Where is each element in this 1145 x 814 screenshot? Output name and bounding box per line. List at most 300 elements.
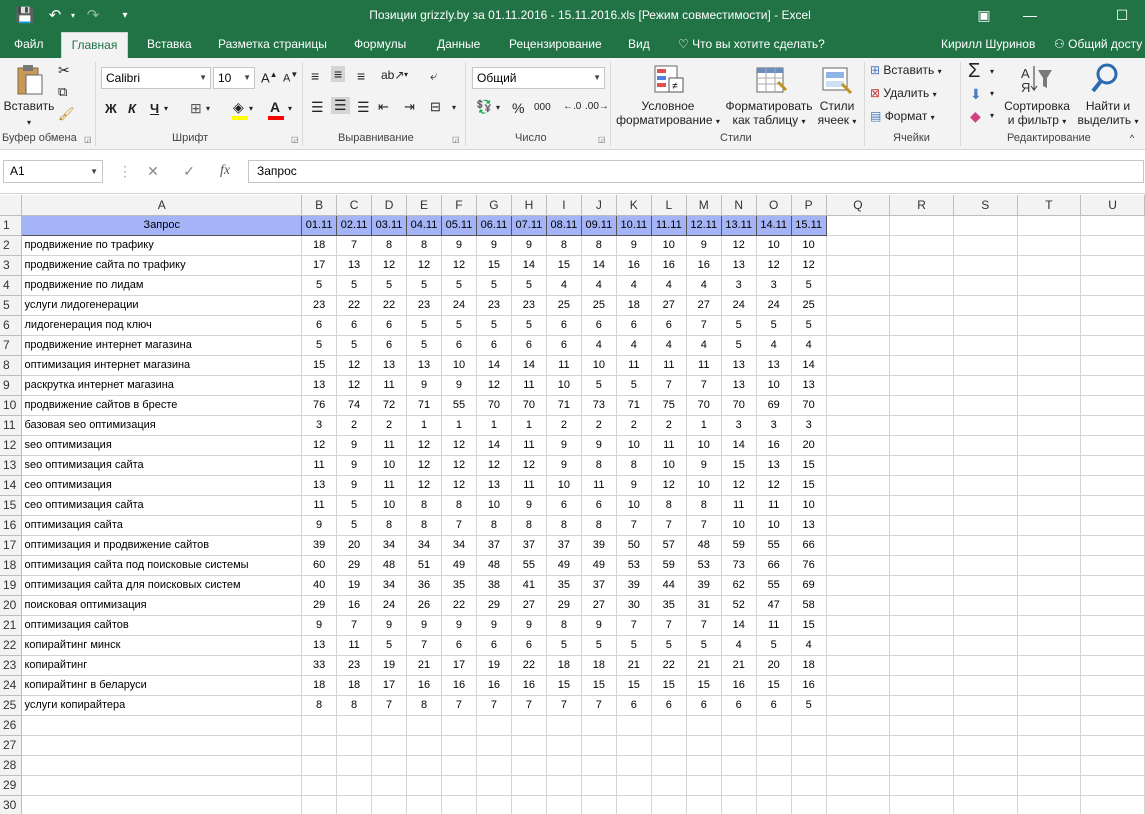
cell[interactable]: 5 <box>756 315 791 335</box>
cell[interactable]: 8 <box>372 235 407 255</box>
format-painter-icon[interactable]: 🖌 <box>58 106 75 121</box>
cell[interactable] <box>337 795 372 814</box>
autosum-dropdown-icon[interactable]: ▾ <box>990 67 995 76</box>
column-header-n[interactable]: N <box>721 195 756 215</box>
cell[interactable]: 27 <box>581 595 616 615</box>
cell[interactable]: 25 <box>581 295 616 315</box>
cell[interactable] <box>890 335 954 355</box>
row-header[interactable]: 24 <box>0 675 22 695</box>
cell[interactable]: 57 <box>651 535 686 555</box>
cell[interactable]: 48 <box>372 555 407 575</box>
cell[interactable]: 27 <box>686 295 721 315</box>
cell[interactable]: 29 <box>302 595 337 615</box>
column-header-d[interactable]: D <box>372 195 407 215</box>
cell[interactable] <box>890 555 954 575</box>
cell[interactable] <box>953 675 1017 695</box>
cell[interactable] <box>511 755 546 775</box>
cell[interactable]: 8 <box>407 495 442 515</box>
cell[interactable] <box>890 715 954 735</box>
cell[interactable]: 18 <box>337 675 372 695</box>
cell[interactable] <box>686 755 721 775</box>
cell[interactable] <box>826 435 890 455</box>
cell[interactable]: 6 <box>616 315 651 335</box>
cell[interactable] <box>1017 735 1081 755</box>
cell[interactable]: 27 <box>651 295 686 315</box>
cell[interactable]: 12 <box>721 475 756 495</box>
cell[interactable]: 14 <box>511 255 546 275</box>
cell[interactable]: 5 <box>756 635 791 655</box>
cell[interactable] <box>953 735 1017 755</box>
cell[interactable] <box>953 475 1017 495</box>
cell[interactable]: 13 <box>756 455 791 475</box>
cell[interactable]: 20 <box>337 535 372 555</box>
cell[interactable] <box>441 715 476 735</box>
cell[interactable] <box>953 415 1017 435</box>
customize-quick-access-icon[interactable]: ▾ <box>122 10 128 21</box>
number-format-select[interactable] <box>472 67 605 89</box>
cell[interactable]: 29 <box>476 595 511 615</box>
cell[interactable]: 10 <box>686 435 721 455</box>
cell[interactable]: 29 <box>337 555 372 575</box>
cell[interactable]: услуги копирайтера <box>22 695 302 715</box>
cell[interactable]: 37 <box>511 535 546 555</box>
cell[interactable] <box>953 695 1017 715</box>
cell[interactable]: 11 <box>651 435 686 455</box>
cell[interactable]: 18 <box>302 235 337 255</box>
cell[interactable]: 7 <box>686 315 721 335</box>
cell[interactable] <box>22 735 302 755</box>
cell[interactable]: 10 <box>756 515 791 535</box>
cell[interactable] <box>826 475 890 495</box>
cell[interactable]: 9 <box>546 435 581 455</box>
cell[interactable] <box>1081 415 1145 435</box>
cell[interactable]: продвижение по лидам <box>22 275 302 295</box>
cell[interactable] <box>791 795 826 814</box>
cell[interactable]: 6 <box>616 695 651 715</box>
cell[interactable]: 13 <box>756 355 791 375</box>
cell[interactable]: 16 <box>511 675 546 695</box>
cell[interactable]: 1 <box>511 415 546 435</box>
cell[interactable]: 5 <box>616 375 651 395</box>
cell[interactable]: 36 <box>407 575 442 595</box>
cell[interactable]: 41 <box>511 575 546 595</box>
cell[interactable] <box>890 435 954 455</box>
cell[interactable]: оптимизация сайтов <box>22 615 302 635</box>
cell[interactable]: 14 <box>476 435 511 455</box>
cell[interactable]: 07.11 <box>511 215 546 235</box>
cell[interactable] <box>953 635 1017 655</box>
cell[interactable]: 8 <box>441 495 476 515</box>
cell[interactable]: 19 <box>337 575 372 595</box>
cell[interactable]: 12 <box>407 435 442 455</box>
cell[interactable]: сео оптимизация <box>22 475 302 495</box>
cell[interactable]: 12 <box>302 435 337 455</box>
cell[interactable] <box>1081 495 1145 515</box>
cell[interactable]: 6 <box>441 335 476 355</box>
cell[interactable] <box>546 755 581 775</box>
row-header[interactable]: 29 <box>0 775 22 795</box>
cell[interactable]: 7 <box>651 615 686 635</box>
cell[interactable]: 8 <box>581 515 616 535</box>
bold-button[interactable]: Ж <box>105 101 117 116</box>
cell[interactable]: 8 <box>407 235 442 255</box>
cell[interactable]: копирайтинг в беларуси <box>22 675 302 695</box>
cell[interactable]: 16 <box>686 255 721 275</box>
cell[interactable]: 30 <box>616 595 651 615</box>
cell[interactable]: 2 <box>337 415 372 435</box>
cell[interactable]: 71 <box>407 395 442 415</box>
cell[interactable]: 6 <box>511 635 546 655</box>
cell[interactable] <box>1081 715 1145 735</box>
conditional-formatting-button[interactable] <box>613 99 723 129</box>
cell[interactable] <box>953 495 1017 515</box>
cell[interactable] <box>1017 375 1081 395</box>
cell[interactable]: 13 <box>372 355 407 375</box>
cell[interactable]: 69 <box>791 575 826 595</box>
cell[interactable]: 22 <box>441 595 476 615</box>
cell[interactable] <box>826 755 890 775</box>
align-middle-icon[interactable]: ≡ <box>331 66 345 82</box>
cell[interactable]: 7 <box>337 615 372 635</box>
format-as-table-button[interactable] <box>721 99 817 129</box>
cell[interactable]: 15 <box>791 475 826 495</box>
row-header[interactable]: 13 <box>0 455 22 475</box>
cell[interactable]: 39 <box>581 535 616 555</box>
cell[interactable] <box>1081 335 1145 355</box>
maximize-button[interactable]: ☐ <box>1115 7 1129 23</box>
cell[interactable] <box>581 795 616 814</box>
cell[interactable] <box>791 775 826 795</box>
cell[interactable] <box>890 215 954 235</box>
cell[interactable]: 5 <box>721 335 756 355</box>
column-header-m[interactable]: M <box>686 195 721 215</box>
cell[interactable]: 12 <box>407 255 442 275</box>
cell[interactable]: 55 <box>756 575 791 595</box>
cell[interactable]: 9 <box>616 475 651 495</box>
cell[interactable] <box>476 795 511 814</box>
cell[interactable]: 3 <box>756 275 791 295</box>
cell[interactable]: 6 <box>476 635 511 655</box>
cell[interactable] <box>890 395 954 415</box>
cell[interactable] <box>890 355 954 375</box>
cell[interactable] <box>1017 395 1081 415</box>
row-header[interactable]: 12 <box>0 435 22 455</box>
cell[interactable]: 22 <box>372 295 407 315</box>
cell[interactable]: 48 <box>476 555 511 575</box>
font-name-select[interactable] <box>101 67 211 89</box>
cell[interactable] <box>953 655 1017 675</box>
cell[interactable] <box>826 575 890 595</box>
cell[interactable]: 8 <box>337 695 372 715</box>
cell[interactable]: 22 <box>511 655 546 675</box>
cell[interactable] <box>826 615 890 635</box>
currency-dropdown-icon[interactable]: ▾ <box>496 103 501 112</box>
tab-review[interactable]: Рецензирование <box>509 37 602 51</box>
cell[interactable] <box>953 755 1017 775</box>
cell[interactable] <box>1017 415 1081 435</box>
cell[interactable] <box>1017 555 1081 575</box>
cell[interactable] <box>890 615 954 635</box>
cell[interactable] <box>953 295 1017 315</box>
cell[interactable] <box>953 275 1017 295</box>
cell[interactable] <box>826 795 890 814</box>
merge-dropdown-icon[interactable]: ▾ <box>452 103 457 112</box>
cell[interactable]: 4 <box>791 335 826 355</box>
cell[interactable] <box>890 515 954 535</box>
cell[interactable]: 5 <box>407 335 442 355</box>
cell[interactable]: 44 <box>651 575 686 595</box>
cell[interactable]: 11 <box>302 455 337 475</box>
thousands-separator-button[interactable]: 000 <box>534 102 551 113</box>
align-top-icon[interactable]: ≡ <box>311 68 320 84</box>
cell[interactable] <box>826 775 890 795</box>
cell[interactable]: 11 <box>616 355 651 375</box>
cell[interactable] <box>1081 595 1145 615</box>
format-cells-button[interactable] <box>870 109 935 123</box>
cell[interactable]: 12 <box>476 455 511 475</box>
orientation-dropdown-icon[interactable]: ▾ <box>404 70 409 79</box>
cell[interactable] <box>441 775 476 795</box>
cell[interactable] <box>476 755 511 775</box>
cell[interactable] <box>826 215 890 235</box>
enter-icon[interactable]: ✓ <box>183 163 195 179</box>
cell[interactable]: 71 <box>616 395 651 415</box>
cell[interactable]: 19 <box>372 655 407 675</box>
cell[interactable] <box>1017 795 1081 814</box>
cell[interactable] <box>302 735 337 755</box>
cell[interactable]: 18 <box>616 295 651 315</box>
cell[interactable]: 5 <box>791 275 826 295</box>
row-header[interactable]: 3 <box>0 255 22 275</box>
cell[interactable]: 9 <box>407 375 442 395</box>
cell[interactable]: 7 <box>616 615 651 635</box>
row-header[interactable]: 4 <box>0 275 22 295</box>
cell[interactable]: 16 <box>476 675 511 695</box>
cell[interactable]: 20 <box>756 655 791 675</box>
row-header[interactable]: 28 <box>0 755 22 775</box>
cell[interactable] <box>1081 535 1145 555</box>
cell[interactable]: 12 <box>407 475 442 495</box>
tab-home[interactable]: Главная <box>61 32 128 58</box>
cell[interactable]: 9 <box>441 615 476 635</box>
cell[interactable]: 9 <box>581 615 616 635</box>
cell[interactable] <box>890 635 954 655</box>
cell[interactable]: 38 <box>476 575 511 595</box>
cell[interactable]: 21 <box>721 655 756 675</box>
cell[interactable]: 5 <box>476 275 511 295</box>
cell[interactable]: 15 <box>791 615 826 635</box>
format-as-table-icon[interactable] <box>754 62 788 96</box>
cell[interactable]: 02.11 <box>337 215 372 235</box>
cell[interactable]: оптимизация сайта для поисковых систем <box>22 575 302 595</box>
column-header-o[interactable]: O <box>756 195 791 215</box>
cell[interactable]: 10 <box>441 355 476 375</box>
cell[interactable]: 7 <box>372 695 407 715</box>
paste-button[interactable]: Вставить <box>3 99 55 113</box>
cell[interactable] <box>1017 495 1081 515</box>
cell[interactable] <box>1017 595 1081 615</box>
cell[interactable] <box>372 775 407 795</box>
cell[interactable]: 7 <box>476 695 511 715</box>
cell[interactable]: 15.11 <box>791 215 826 235</box>
cell[interactable]: 49 <box>581 555 616 575</box>
cell[interactable] <box>476 735 511 755</box>
cell[interactable] <box>581 715 616 735</box>
cell[interactable] <box>1081 295 1145 315</box>
cell[interactable] <box>826 675 890 695</box>
cell[interactable] <box>1081 235 1145 255</box>
column-header-e[interactable]: E <box>407 195 442 215</box>
cell[interactable]: 7 <box>337 235 372 255</box>
cell[interactable] <box>890 495 954 515</box>
cell[interactable]: 8 <box>511 515 546 535</box>
cell[interactable]: 8 <box>686 495 721 515</box>
cell[interactable]: 15 <box>302 355 337 375</box>
cell[interactable]: 10 <box>476 495 511 515</box>
cell[interactable] <box>1081 275 1145 295</box>
cell[interactable]: 9 <box>337 435 372 455</box>
cell[interactable]: 5 <box>372 275 407 295</box>
ribbon-display-options-icon[interactable]: ▣ <box>977 7 991 23</box>
cell[interactable] <box>1081 695 1145 715</box>
cell[interactable]: 37 <box>581 575 616 595</box>
cell[interactable]: 2 <box>372 415 407 435</box>
cell[interactable] <box>337 715 372 735</box>
cell[interactable]: 22 <box>651 655 686 675</box>
cell[interactable]: 5 <box>651 635 686 655</box>
cell[interactable]: 03.11 <box>372 215 407 235</box>
cell[interactable]: 5 <box>546 635 581 655</box>
cell[interactable] <box>546 715 581 735</box>
cell[interactable]: 9 <box>476 235 511 255</box>
cell[interactable]: 9 <box>476 615 511 635</box>
cell[interactable] <box>721 775 756 795</box>
cell[interactable] <box>616 795 651 814</box>
cell[interactable]: 73 <box>581 395 616 415</box>
cell[interactable]: 14 <box>476 355 511 375</box>
cell[interactable]: 8 <box>302 695 337 715</box>
cell[interactable] <box>890 535 954 555</box>
cell[interactable]: 9 <box>616 235 651 255</box>
cell[interactable] <box>1017 215 1081 235</box>
cell[interactable] <box>1081 255 1145 275</box>
cell[interactable]: 5 <box>476 315 511 335</box>
cell[interactable] <box>721 715 756 735</box>
row-header[interactable]: 22 <box>0 635 22 655</box>
cell[interactable]: 62 <box>721 575 756 595</box>
cell[interactable]: 4 <box>651 275 686 295</box>
cell-styles-icon[interactable] <box>820 62 854 96</box>
row-header[interactable]: 8 <box>0 355 22 375</box>
find-select-button[interactable] <box>1072 99 1144 129</box>
cell[interactable]: 8 <box>546 235 581 255</box>
cell[interactable]: 20 <box>791 435 826 455</box>
cell[interactable]: 12 <box>337 375 372 395</box>
cell[interactable] <box>756 715 791 735</box>
cell[interactable]: 15 <box>791 455 826 475</box>
cell[interactable]: 1 <box>441 415 476 435</box>
cell[interactable]: 8 <box>476 515 511 535</box>
cell[interactable]: 5 <box>686 635 721 655</box>
cell[interactable] <box>302 715 337 735</box>
cell[interactable]: 9 <box>337 455 372 475</box>
merge-center-icon[interactable]: ⊟ <box>430 99 441 114</box>
cell[interactable]: 69 <box>756 395 791 415</box>
cell[interactable]: 22 <box>337 295 372 315</box>
cell[interactable] <box>337 755 372 775</box>
increase-decimal-icon[interactable]: ←.0 <box>563 101 582 112</box>
cell[interactable] <box>1017 455 1081 475</box>
cell[interactable]: 12 <box>511 455 546 475</box>
cell[interactable]: 16 <box>337 595 372 615</box>
cell[interactable]: 1 <box>407 415 442 435</box>
cell[interactable]: 11 <box>756 495 791 515</box>
cell[interactable] <box>826 635 890 655</box>
undo-icon[interactable]: ↶ <box>48 7 62 24</box>
cell[interactable]: 6 <box>721 695 756 715</box>
cell[interactable]: 08.11 <box>546 215 581 235</box>
cell[interactable] <box>476 775 511 795</box>
cell[interactable]: 8 <box>407 515 442 535</box>
cell[interactable] <box>1017 655 1081 675</box>
cell[interactable]: 19 <box>476 655 511 675</box>
cell[interactable]: Запрос <box>22 215 302 235</box>
cell[interactable] <box>1081 555 1145 575</box>
cell[interactable]: копирайтинг <box>22 655 302 675</box>
cell[interactable]: 25 <box>546 295 581 315</box>
select-all-corner[interactable] <box>0 195 22 215</box>
name-box[interactable] <box>3 160 103 183</box>
cell[interactable]: 39 <box>686 575 721 595</box>
cell[interactable] <box>890 295 954 315</box>
cell[interactable]: 39 <box>302 535 337 555</box>
cell[interactable]: 10 <box>651 235 686 255</box>
cell[interactable]: 15 <box>581 675 616 695</box>
cell[interactable]: 11 <box>511 475 546 495</box>
column-header-g[interactable]: G <box>476 195 511 215</box>
cell[interactable]: 35 <box>651 595 686 615</box>
cell[interactable]: 4 <box>581 275 616 295</box>
cell[interactable] <box>616 715 651 735</box>
cell[interactable]: 14 <box>721 615 756 635</box>
cell[interactable]: 06.11 <box>476 215 511 235</box>
cell[interactable]: 5 <box>337 515 372 535</box>
cell[interactable]: 35 <box>546 575 581 595</box>
cell[interactable]: 23 <box>476 295 511 315</box>
row-header[interactable]: 26 <box>0 715 22 735</box>
cell[interactable]: 5 <box>581 635 616 655</box>
cell[interactable]: 55 <box>441 395 476 415</box>
cell[interactable]: базовая seo оптимизация <box>22 415 302 435</box>
cell[interactable]: 5 <box>511 275 546 295</box>
cell[interactable]: продвижение сайта по трафику <box>22 255 302 275</box>
cell[interactable] <box>22 775 302 795</box>
cell[interactable]: 6 <box>546 335 581 355</box>
cell[interactable]: 17 <box>302 255 337 275</box>
cell[interactable]: 11 <box>756 615 791 635</box>
cell[interactable]: 59 <box>651 555 686 575</box>
cell[interactable] <box>1081 755 1145 775</box>
cell[interactable] <box>1081 795 1145 814</box>
cell[interactable]: 10.11 <box>616 215 651 235</box>
cell[interactable]: 6 <box>546 315 581 335</box>
cell[interactable] <box>616 735 651 755</box>
cell[interactable]: 12 <box>337 355 372 375</box>
font-color-dropdown-icon[interactable]: ▾ <box>288 104 293 113</box>
cell[interactable]: 66 <box>791 535 826 555</box>
cell[interactable]: 55 <box>756 535 791 555</box>
number-dialog-launcher-icon[interactable]: ◲ <box>598 135 606 144</box>
